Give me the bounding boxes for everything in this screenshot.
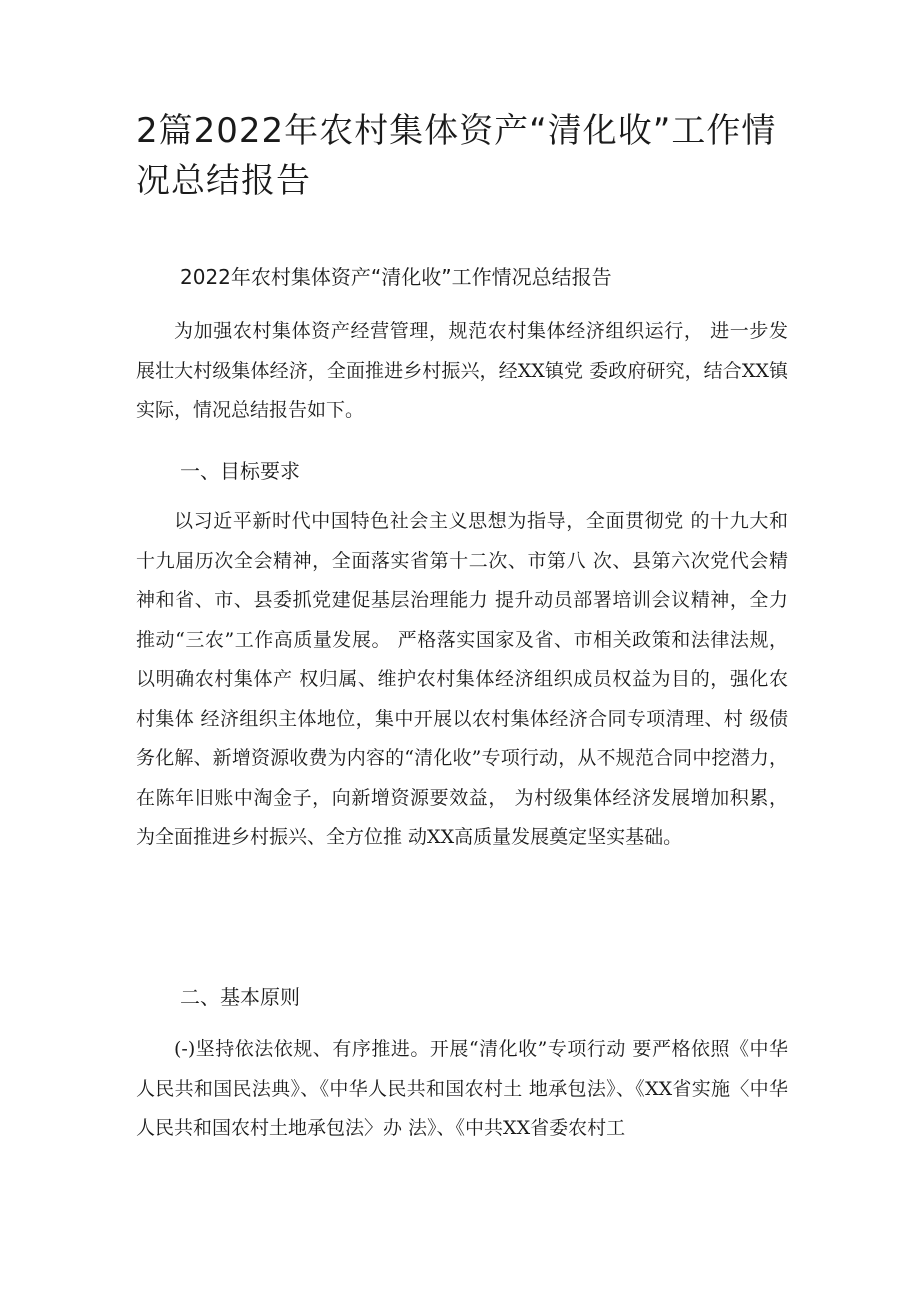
intro-paragraph: 为加强农村集体资产经营管理，规范农村集体经济组织运行， 进一步发展壮大村级集体经济，全面推进乡村振兴，经XX镇党 委政府研究，结合XX镇实际，情况总结报告如下。 [136, 320, 788, 421]
principles-paragraph: (-)坚持依法依规、有序推进。开展“清化收”专项行动 要严格依照《中华人民共和国民法典》、《中华人民共和国农村土 地承包法》、《XX省实施〈中华人民共和国农村土地承包法〉办 法》、《中共XX省委农村工 [136, 1038, 788, 1139]
document-subtitle: 2022年农村集体资产“清化收”工作情况总结报告 [180, 265, 612, 289]
section-heading-principles: 二、基本原则 [180, 985, 300, 1009]
section-heading-goals: 一、目标要求 [180, 459, 300, 483]
goals-paragraph: 以习近平新时代中国特色社会主义思想为指导，全面贯彻党 的十九大和十九届历次全会精神，全面落实省第十二次、市第八 次、县第六次党代会精神和省、市、县委抓党建促基层治理能力 提升动员部署培训会议精神，全力推动“三农”工作高质量发展。 严格落实国家及省、市相关政策和法律法规，以明确农村集体产 权归属、维护农村集体经济组织成员权益为目的，强化农村集体 经济组织主体地位，集中开展以农村集体经济合同专项清理、村 级债务化解、新增资源收费为内容的“清化收”专项行动，从不规范合同中挖潜力，在陈年旧账中淘金子，向新增资源要效益， 为村级集体经济发展增加积累，为全面推进乡村振兴、全方位推 动XX高质量发展奠定坚实基础。 [136, 510, 788, 848]
document-title: 2篇2022年农村集体资产“清化收”工作情况总结报告 [136, 111, 777, 201]
